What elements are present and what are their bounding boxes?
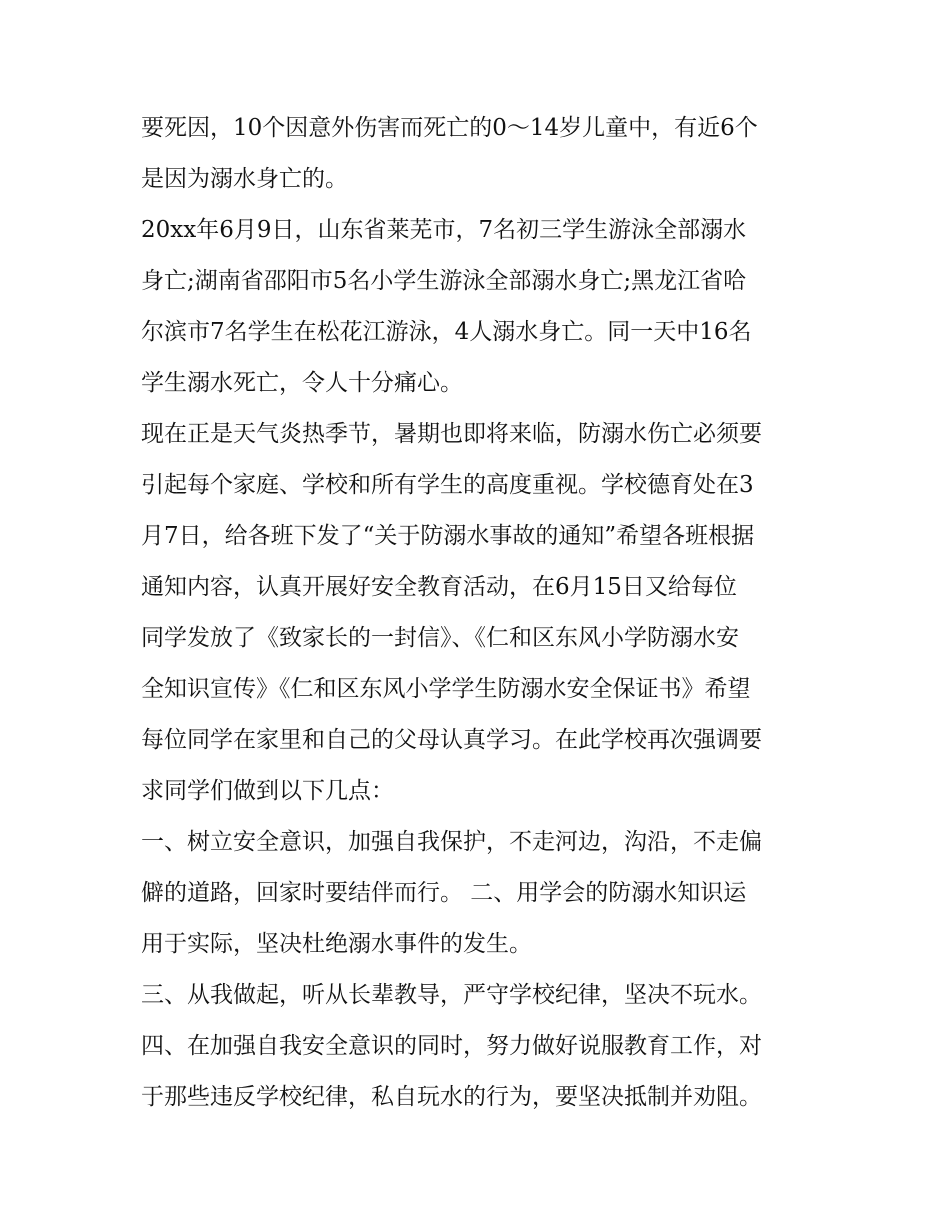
- paragraph-line: 用于实际，坚决杜绝溺水事件的发生。: [141, 931, 532, 957]
- paragraph-line: 求同学们做到以下几点：: [141, 778, 394, 804]
- paragraph-line: 尔滨市7名学生在松花江游泳，4人溺水身亡。同一天中16名: [141, 319, 752, 345]
- paragraph-line: 月7日，给各班下发了“关于防溺水事故的通知”希望各班根据: [141, 523, 755, 549]
- paragraph-line: 是因为溺水身亡的。: [141, 166, 348, 192]
- paragraph-line: 通知内容，认真开展好安全教育活动，在6月15日又给每位: [141, 574, 737, 600]
- paragraph-line: 20xx年6月9日，山东省莱芜市，7名初三学生游泳全部溺水: [141, 217, 747, 243]
- paragraph-line: 引起每个家庭、学校和所有学生的高度重视。学校德育处在3: [141, 472, 754, 498]
- paragraph-line: 一、树立安全意识，加强自我保护，不走河边，沟沿，不走偏: [141, 829, 762, 855]
- paragraph-line: 全知识宣传》《仁和区东风小学学生防溺水安全保证书》希望: [141, 676, 751, 702]
- paragraph-line: 学生溺水死亡，令人十分痛心。: [141, 370, 463, 396]
- paragraph-line: 同学发放了《致家长的一封信》、《仁和区东风小学防溺水安: [141, 625, 739, 651]
- paragraph-line: 要死因，10个因意外伤害而死亡的0～14岁儿童中，有近6个: [141, 115, 758, 141]
- paragraph-line: 三、从我做起，听从长辈教导，严守学校纪律，坚决不玩水。: [141, 982, 762, 1008]
- paragraph-line: 每位同学在家里和自己的父母认真学习。在此学校再次强调要: [141, 727, 762, 753]
- paragraph-line: 身亡;湖南省邵阳市5名小学生游泳全部溺水身亡;黑龙江省哈: [141, 268, 747, 294]
- paragraph-line: 四、在加强自我安全意识的同时，努力做好说服教育工作，对: [141, 1033, 762, 1059]
- paragraph-line: 于那些违反学校纪律，私自玩水的行为，要坚决抵制并劝阻。: [141, 1084, 762, 1110]
- paragraph-line: 僻的道路，回家时要结伴而行。 二、用学会的防溺水知识运: [141, 880, 747, 906]
- paragraph-line: 现在正是天气炎热季节，暑期也即将来临，防溺水伤亡必须要: [141, 421, 762, 447]
